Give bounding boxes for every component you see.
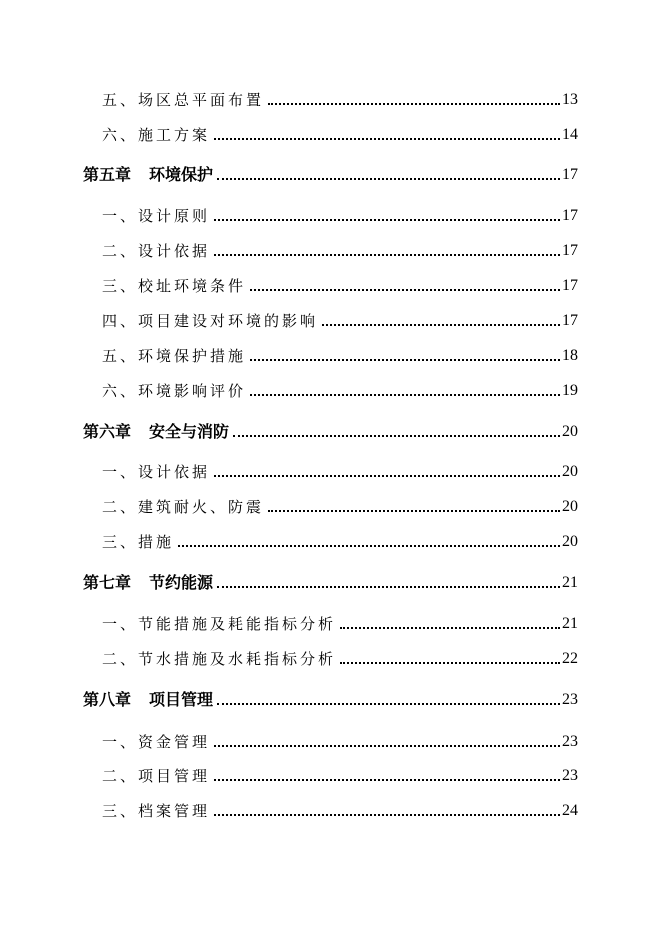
chapter-title: 节约能源 xyxy=(149,573,214,592)
dot-leader xyxy=(214,254,560,256)
toc-entry[interactable] xyxy=(0,237,662,261)
toc-entry[interactable] xyxy=(0,458,662,482)
toc-chapter[interactable] xyxy=(0,569,662,593)
toc-entry[interactable] xyxy=(0,377,662,401)
toc-page-number: 13 xyxy=(562,91,578,108)
toc-entry[interactable] xyxy=(0,493,662,517)
toc-page-number: 21 xyxy=(562,574,578,591)
toc-page-number: 20 xyxy=(562,423,578,440)
toc-entry-label: 六、环境影响评价 xyxy=(102,382,247,400)
dot-leader xyxy=(250,394,560,396)
dot-leader xyxy=(233,435,560,437)
dot-leader xyxy=(250,359,560,361)
dot-leader xyxy=(217,703,560,705)
toc-chapter-label xyxy=(83,690,213,710)
toc-entry-label: 一、设计原则 xyxy=(102,207,211,225)
dot-leader xyxy=(340,627,560,629)
chapter-number: 第八章 xyxy=(83,690,132,709)
toc-entry[interactable] xyxy=(0,645,662,669)
toc-chapter-label xyxy=(83,573,213,593)
toc-entry-label: 二、节水措施及水耗指标分析 xyxy=(102,650,337,668)
toc-entry[interactable] xyxy=(0,610,662,634)
toc-page-number: 24 xyxy=(562,802,578,819)
toc-page-number: 20 xyxy=(562,533,578,550)
toc-page-number: 17 xyxy=(562,207,578,224)
toc-entry[interactable] xyxy=(0,307,662,331)
dot-leader xyxy=(250,289,560,291)
toc-chapter[interactable] xyxy=(0,418,662,442)
toc-page-number: 23 xyxy=(562,767,578,784)
toc-chapter-label xyxy=(83,422,229,442)
chapter-number: 第五章 xyxy=(83,165,132,184)
dot-leader xyxy=(214,219,560,221)
dot-leader xyxy=(178,545,560,547)
toc-chapter[interactable] xyxy=(0,161,662,185)
chapter-number: 第七章 xyxy=(83,573,132,592)
toc-page-number: 17 xyxy=(562,166,578,183)
toc-page-number: 17 xyxy=(562,312,578,329)
dot-leader xyxy=(217,178,560,180)
toc-entry[interactable] xyxy=(0,272,662,296)
toc-entry-label: 四、项目建设对环境的影响 xyxy=(102,312,319,330)
toc-entry[interactable] xyxy=(0,121,662,145)
toc-page-number: 23 xyxy=(562,691,578,708)
chapter-title: 项目管理 xyxy=(149,690,214,709)
toc-page-number: 17 xyxy=(562,242,578,259)
toc-page-number: 20 xyxy=(562,498,578,515)
dot-leader xyxy=(214,745,560,747)
toc-entry-label: 三、措施 xyxy=(102,533,175,551)
toc-entry[interactable] xyxy=(0,797,662,821)
toc-entry-label: 二、建筑耐火、防震 xyxy=(102,498,265,516)
dot-leader xyxy=(322,324,560,326)
toc-entry-label: 五、场区总平面布置 xyxy=(102,91,265,109)
toc-entry[interactable] xyxy=(0,86,662,110)
toc-page-number: 21 xyxy=(562,615,578,632)
toc-entry-label: 二、设计依据 xyxy=(102,242,211,260)
chapter-number: 第六章 xyxy=(83,422,132,441)
toc-entry-label: 三、档案管理 xyxy=(102,802,211,820)
dot-leader xyxy=(217,586,560,588)
dot-leader xyxy=(214,138,560,140)
toc-entry-label: 一、节能措施及耗能指标分析 xyxy=(102,615,337,633)
chapter-title: 安全与消防 xyxy=(149,422,230,441)
toc-page-number: 22 xyxy=(562,650,578,667)
dot-leader xyxy=(268,510,560,512)
toc-entry[interactable] xyxy=(0,202,662,226)
dot-leader xyxy=(214,779,560,781)
chapter-title: 环境保护 xyxy=(149,165,214,184)
toc-page-number: 18 xyxy=(562,347,578,364)
dot-leader xyxy=(214,814,560,816)
toc-page-number: 23 xyxy=(562,733,578,750)
toc-entry-label: 六、施工方案 xyxy=(102,126,211,144)
toc-entry[interactable] xyxy=(0,762,662,786)
toc-entry-label: 三、校址环境条件 xyxy=(102,277,247,295)
toc-page-number: 19 xyxy=(562,382,578,399)
toc-entry-label: 二、项目管理 xyxy=(102,767,211,785)
toc-chapter-label xyxy=(83,165,213,185)
toc-entry[interactable] xyxy=(0,342,662,366)
dot-leader xyxy=(340,662,560,664)
toc-entry-label: 一、资金管理 xyxy=(102,733,211,751)
dot-leader xyxy=(268,103,560,105)
toc-entry[interactable] xyxy=(0,728,662,752)
toc-page-number: 14 xyxy=(562,126,578,143)
toc-entry-label: 五、环境保护措施 xyxy=(102,347,247,365)
toc-chapter[interactable] xyxy=(0,686,662,710)
toc-page-number: 20 xyxy=(562,463,578,480)
toc-entry-label: 一、设计依据 xyxy=(102,463,211,481)
dot-leader xyxy=(214,475,560,477)
toc-entry[interactable] xyxy=(0,528,662,552)
toc-page-number: 17 xyxy=(562,277,578,294)
